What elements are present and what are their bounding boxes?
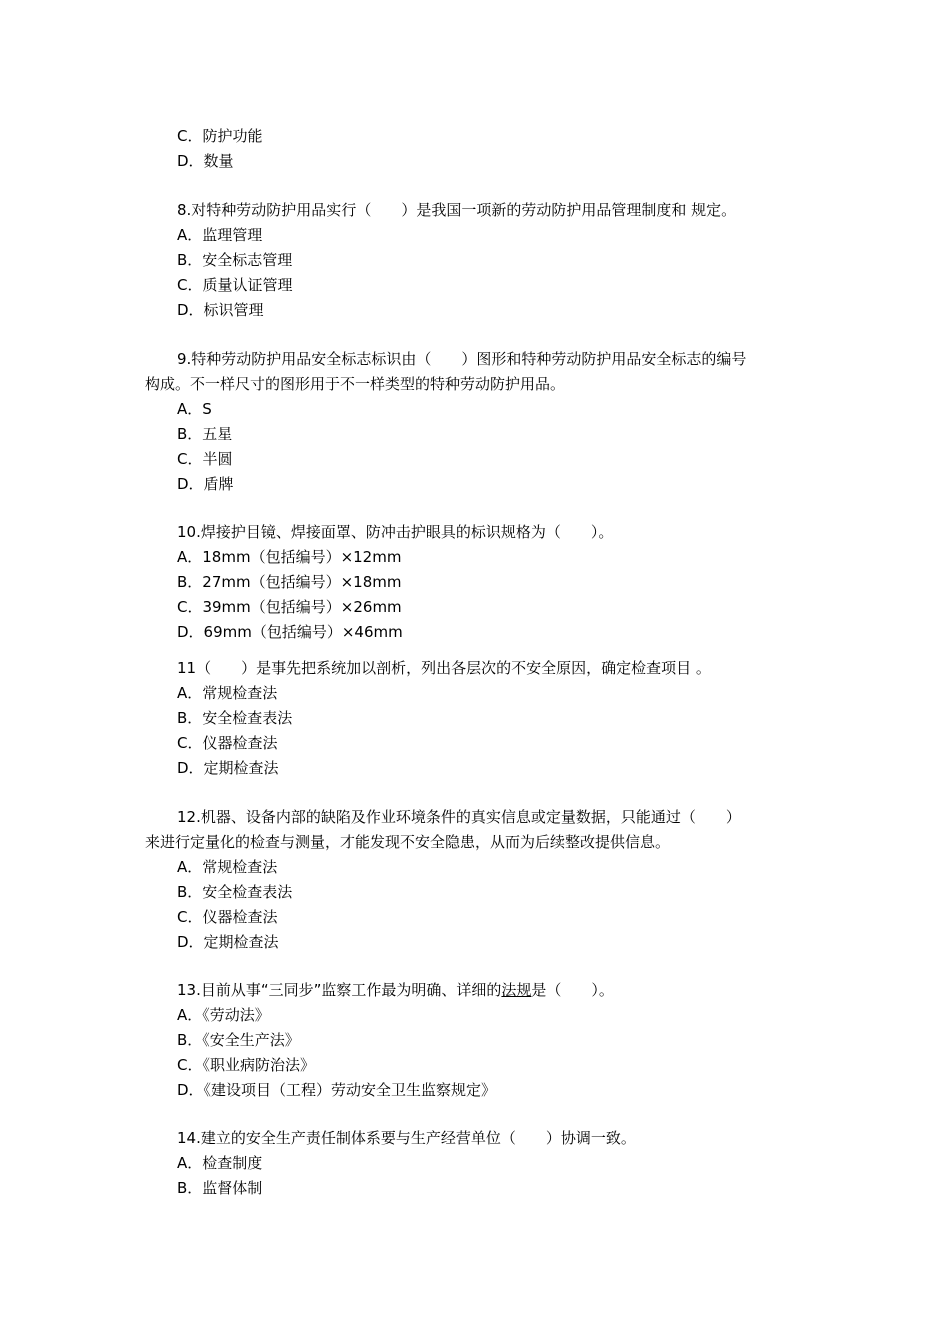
q13-option-a: A．《劳动法》	[177, 1006, 270, 1024]
q12-option-c: C．仪器检查法	[177, 908, 278, 926]
q11-option-a: A．常规检查法	[177, 684, 278, 702]
q13-stem-pre: 13.目前从事“三同步”监察工作最为明确、详细的	[177, 981, 502, 999]
q7-option-d: D．数量	[177, 152, 234, 170]
q11-option-c: C．仪器检查法	[177, 734, 278, 752]
q9-stem: 9.特种劳动防护用品安全标志标识由（ ）图形和特种劳动防护用品安全标志的编号	[177, 350, 747, 368]
q9-option-b: B．五星	[177, 425, 233, 443]
q8-option-a: A．监理管理	[177, 226, 263, 244]
q13-underlined-term: 法规	[501, 981, 532, 999]
q8-option-b: B．安全标志管理	[177, 251, 293, 269]
q12-option-d: D．定期检查法	[177, 933, 279, 951]
q10-option-c: C．39mm（包括编号）×26mm	[177, 598, 402, 616]
q13-option-c: C．《职业病防治法》	[177, 1056, 315, 1074]
q11-option-b: B．安全检查表法	[177, 709, 293, 727]
q12-stem: 12.机器、设备内部的缺陷及作业环境条件的真实信息或定量数据，只能通过（ ）	[177, 808, 741, 826]
q10-option-a: A．18mm（包括编号）×12mm	[177, 548, 402, 566]
q9-stem-continued: 构成。不一样尺寸的图形用于不一样类型的特种劳动防护用品。	[145, 375, 566, 393]
q9-option-a: A．S	[177, 400, 212, 418]
q12-stem-continued: 来进行定量化的检查与测量，才能发现不安全隐患，从而为后续整改提供信息。	[145, 833, 671, 851]
q10-stem: 10.焊接护目镜、焊接面罩、防冲击护眼具的标识规格为（ ）。	[177, 523, 614, 541]
q14-option-b: B．监督体制	[177, 1179, 263, 1197]
q11-stem: 11（ ）是事先把系统加以剖析，列出各层次的不安全原因，确定检查项目 。	[177, 659, 711, 677]
q13-option-b: B．《安全生产法》	[177, 1031, 300, 1049]
q8-option-c: C．质量认证管理	[177, 276, 293, 294]
q8-option-d: D．标识管理	[177, 301, 264, 319]
q7-option-c: C．防护功能	[177, 127, 263, 145]
q9-option-d: D．盾牌	[177, 475, 234, 493]
q10-option-b: B．27mm（包括编号）×18mm	[177, 573, 402, 591]
q11-option-d: D．定期检查法	[177, 759, 279, 777]
q10-option-d: D．69mm（包括编号）×46mm	[177, 623, 403, 641]
q13-option-d: D．《建设项目（工程）劳动安全卫生监察规定》	[177, 1081, 497, 1099]
q13-stem	[177, 980, 614, 1000]
q13-stem-post: 是（ ）。	[531, 981, 614, 999]
q14-stem: 14.建立的安全生产责任制体系要与生产经营单位（ ）协调一致。	[177, 1129, 636, 1147]
q12-option-b: B．安全检查表法	[177, 883, 293, 901]
q9-option-c: C．半圆	[177, 450, 233, 468]
q8-stem: 8.对特种劳动防护用品实行（ ）是我国一项新的劳动防护用品管理制度和 规定。	[177, 201, 737, 219]
q14-option-a: A．检查制度	[177, 1154, 263, 1172]
q12-option-a: A．常规检查法	[177, 858, 278, 876]
